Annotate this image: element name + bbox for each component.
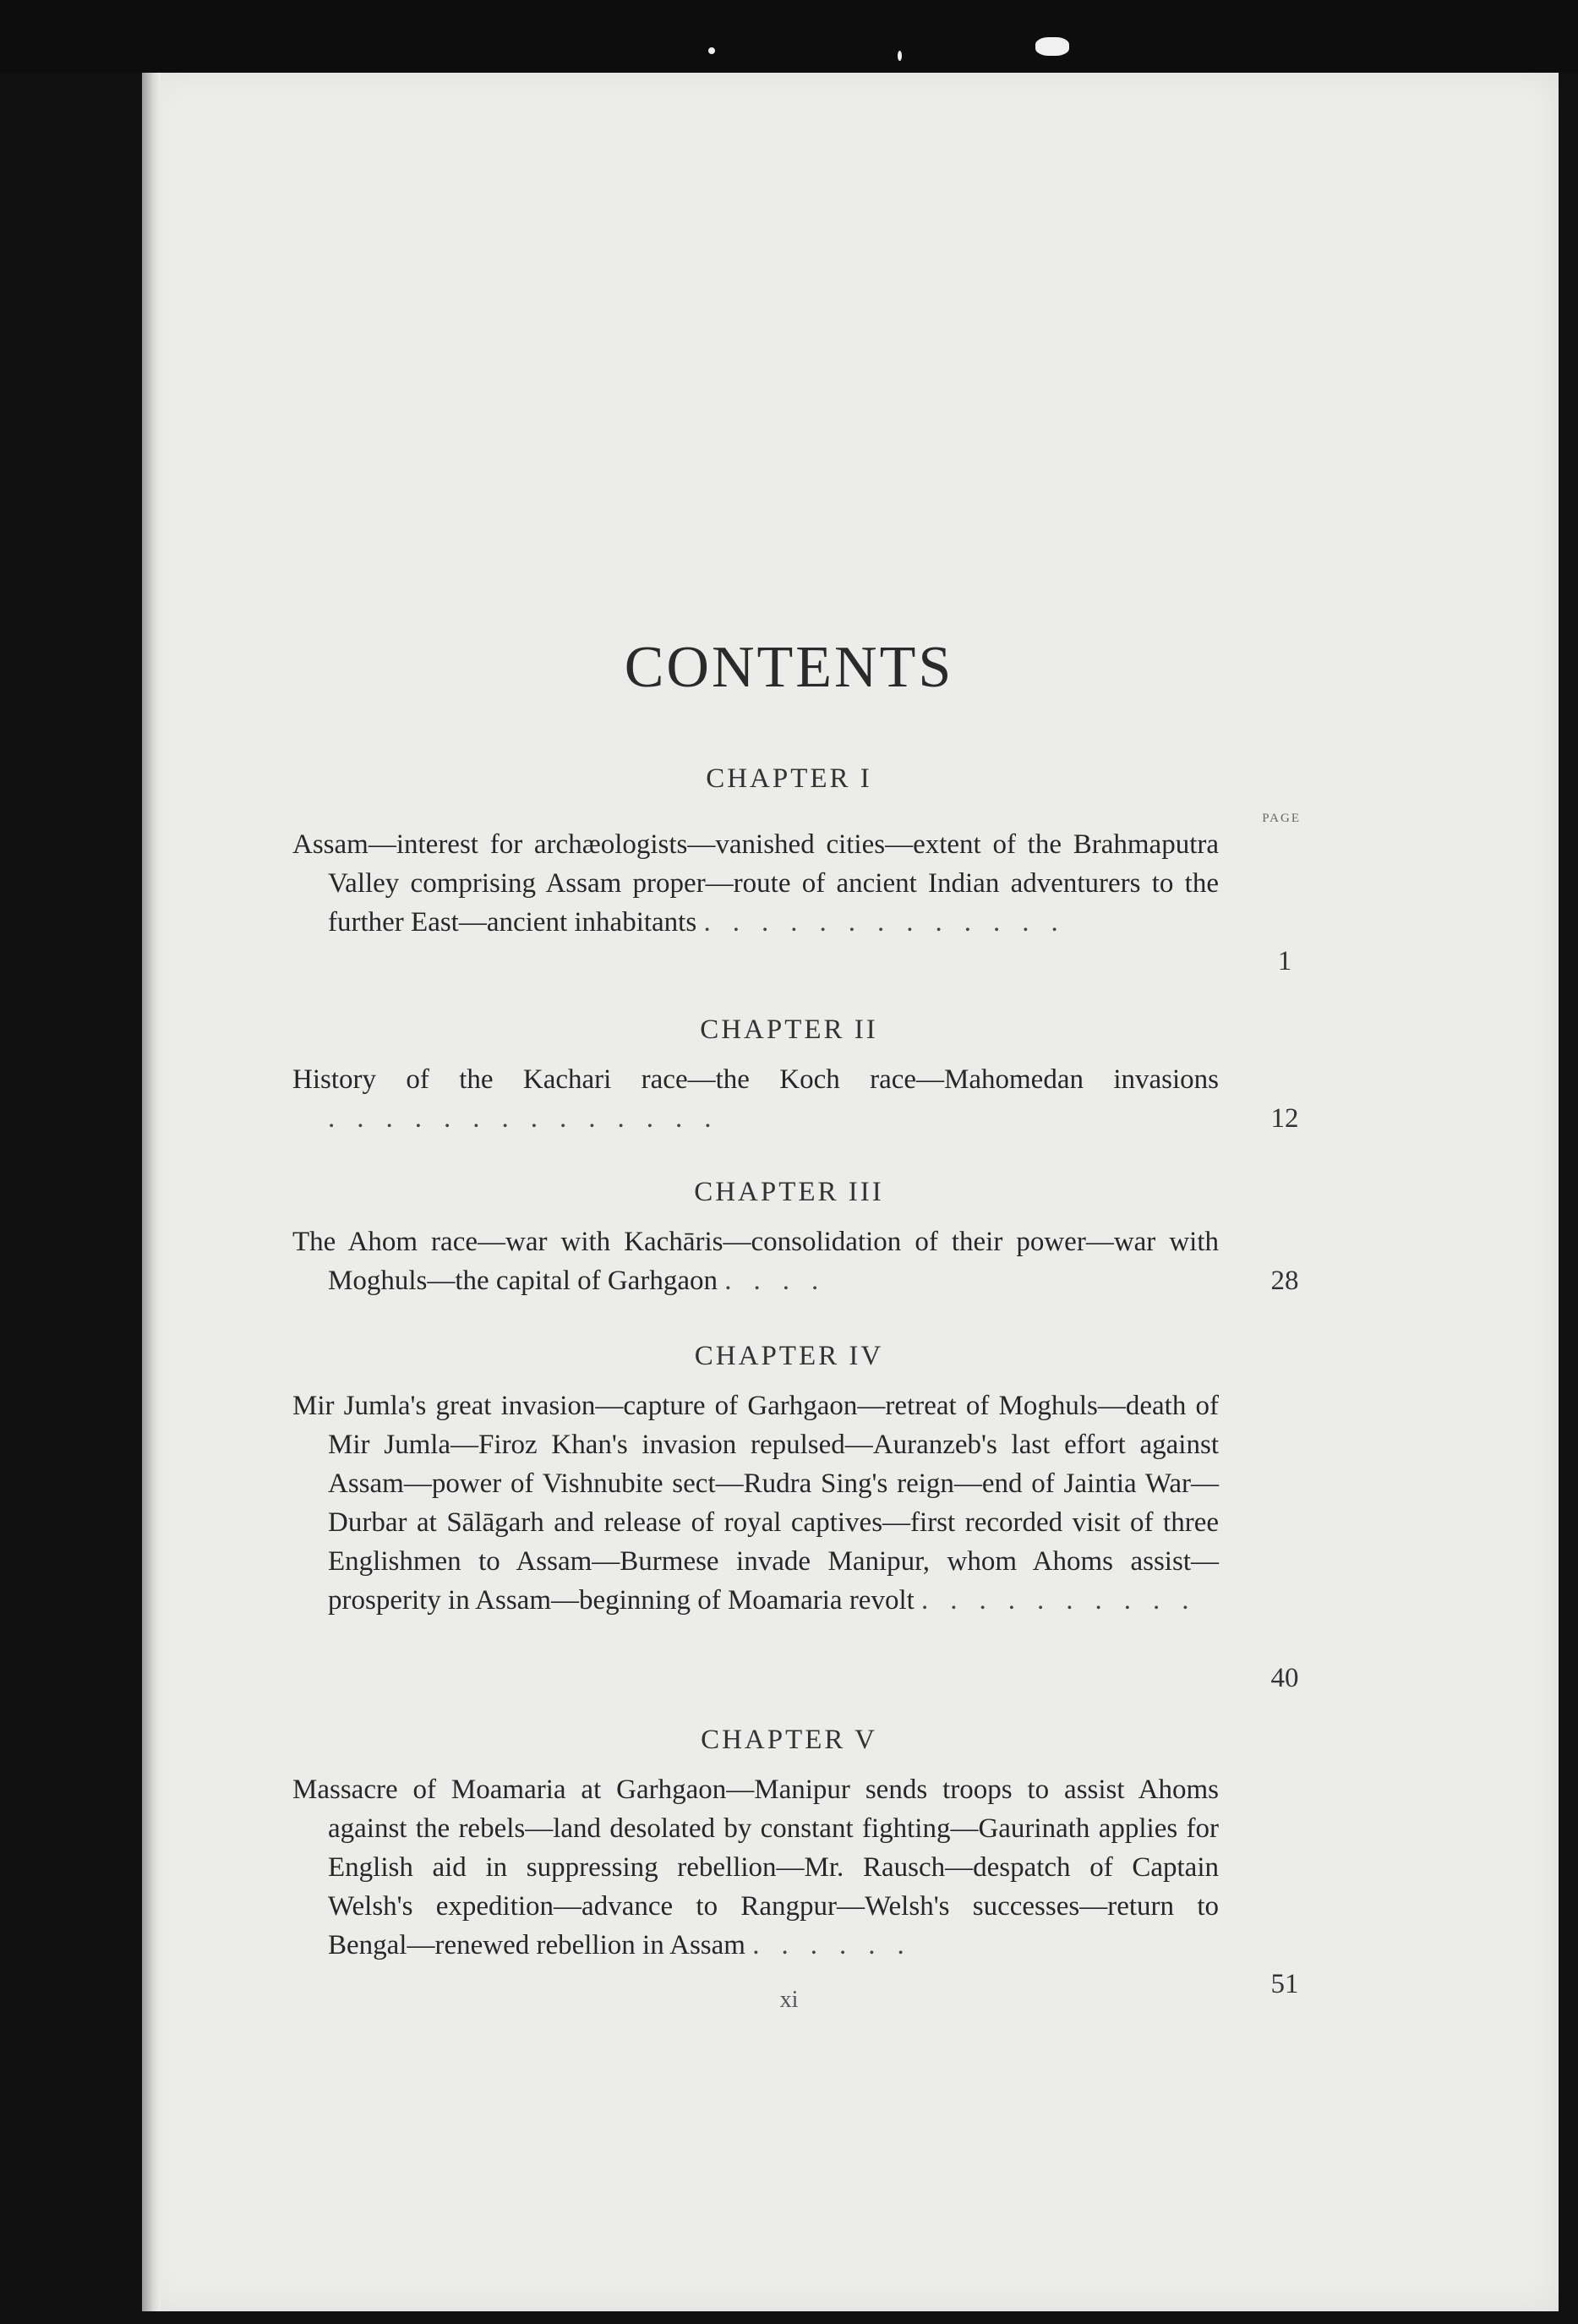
- chapter-page-number-4: 40: [1270, 1663, 1299, 1693]
- chapter-heading-2: CHAPTER II: [700, 1014, 878, 1045]
- chapter-summary-text: History of the Kachari race—the Koch race—Mahomedan invasions: [292, 1064, 1219, 1095]
- page-folio: xi: [779, 1987, 799, 2013]
- chapter-heading-4: CHAPTER IV: [694, 1341, 884, 1371]
- chapter-summary-3: [292, 1222, 1219, 1300]
- chapter-summary-1: [292, 825, 1219, 942]
- scan-speck: [708, 47, 715, 54]
- dot-leader: .............: [703, 907, 1080, 938]
- dot-leader: ....: [724, 1266, 841, 1296]
- chapter-heading-3: CHAPTER III: [694, 1177, 884, 1207]
- chapter-page-number-5: 51: [1270, 1969, 1299, 1999]
- scan-speck: [898, 51, 902, 61]
- chapter-summary-4: [292, 1386, 1219, 1620]
- chapter-heading-1: CHAPTER I: [706, 763, 872, 794]
- dot-leader: ..........: [921, 1585, 1211, 1616]
- chapter-page-number-1: 1: [1277, 946, 1292, 976]
- page-title: CONTENTS: [624, 635, 954, 700]
- chapter-page-number-3: 28: [1270, 1266, 1299, 1296]
- chapter-summary-text: The Ahom race—war with Kachāris—consolidation of their power—war with Moghuls—the capital of Garhgaon: [292, 1227, 1219, 1296]
- dot-leader: ..............: [328, 1103, 734, 1134]
- chapter-summary-2: [292, 1060, 1219, 1138]
- dot-leader: ......: [752, 1930, 926, 1960]
- chapter-summary-text: Mir Jumla's great invasion—capture of Garhgaon—retreat of Moghuls—death of Mir Jumla—Firoz Khan's invasion repulsed—Auranzeb's last effort against Assam—power of Vishnubite sect—Rudra Sing's reign—end of Jaintia War—Durbar at Sālāgarh and release of royal captives—first recorded visit of three Englishmen to Assam—Burmese invade Manipur, whom Ahoms assist—prosperity in Assam—beginning of Moamaria revolt: [292, 1391, 1219, 1616]
- chapter-summary-5: [292, 1770, 1219, 1965]
- chapter-page-number-2: 12: [1270, 1103, 1299, 1134]
- chapter-summary-text: Massacre of Moamaria at Garhgaon—Manipur sends troops to assist Ahoms against the rebels—land desolated by constant fighting—Gaurinath applies for English aid in suppressing rebellion—Mr. Rausch—despatch of Captain Welsh's expedition—advance to Rangpur—Welsh's successes—return to Bengal—renewed rebellion in Assam: [292, 1774, 1219, 1960]
- scan-speck: [1035, 37, 1069, 56]
- page-column-label: PAGE: [1262, 812, 1301, 825]
- scan-border-top: [0, 0, 1578, 73]
- chapter-summary-text: Assam—interest for archæologists—vanished cities—extent of the Brahmaputra Valley comprising Assam proper—route of ancient Indian adventurers to the further East—ancient inhabitants: [292, 829, 1219, 938]
- chapter-heading-5: CHAPTER V: [701, 1725, 877, 1755]
